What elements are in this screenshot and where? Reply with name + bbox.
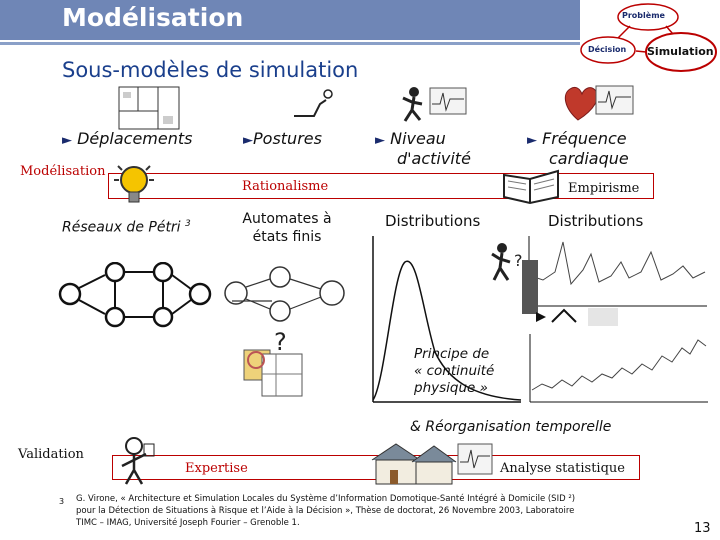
cycle-probleme: Problème bbox=[622, 11, 665, 20]
section-subtitle: Sous-modèles de simulation bbox=[62, 58, 359, 82]
cycle-simulation: Simulation bbox=[647, 45, 714, 58]
category-postures: ►Postures bbox=[243, 129, 322, 148]
expert-icon bbox=[112, 434, 158, 488]
principe-note: Principe de « continuité physique » bbox=[414, 346, 495, 396]
title-bar bbox=[0, 0, 580, 40]
activity-icon bbox=[398, 84, 468, 124]
method-petri: Réseaux de Pétri $^3$ bbox=[62, 219, 191, 236]
footnote: G. Virone, « Architecture et Simulation Locales du Système d’Information Domotique-Santé Intégré à Domicile (SID ²) pour la Détection de Situations à Risque et l’Aide à la Décision », Thèse de doctorat, 26 Novembre 2003, Laboratoire TIMC – IMAG, Université Joseph Fourier – Grenoble 1. bbox=[76, 494, 576, 528]
band-expertise-label: Expertise bbox=[185, 461, 248, 476]
house-icon bbox=[368, 438, 494, 486]
heart-rate-trace-1 bbox=[525, 232, 710, 310]
reorganisation-note: & Réorganisation temporelle bbox=[410, 419, 612, 435]
band-rationalisme-label: Rationalisme bbox=[242, 179, 329, 194]
band-validation-label: Validation bbox=[18, 447, 84, 462]
footnote-ref: 3 bbox=[59, 497, 65, 506]
title-underline bbox=[0, 42, 580, 45]
category-deplacements: ► Déplacements bbox=[62, 129, 193, 148]
method-distributions-1: Distributions bbox=[385, 212, 481, 230]
lightbulb-icon bbox=[112, 160, 158, 212]
heart-rate-trace-2 bbox=[526, 330, 712, 410]
svg-text:?: ? bbox=[514, 251, 523, 270]
petri-net-diagram bbox=[55, 262, 215, 342]
category-niveau: ► Niveau d'activité bbox=[375, 129, 471, 168]
slide-title: Modélisation bbox=[62, 3, 244, 32]
posture-icon bbox=[290, 86, 336, 122]
cycle-decision: Décision bbox=[588, 45, 627, 54]
method-automates: Automates à états finis bbox=[242, 211, 332, 245]
pointer-arrow-icon bbox=[532, 306, 622, 328]
book-icon bbox=[500, 165, 562, 205]
band-modelisation-label: Modélisation bbox=[20, 164, 106, 179]
svg-text:?: ? bbox=[274, 330, 287, 356]
category-frequence: ► Fréquence cardiaque bbox=[527, 129, 629, 168]
band-empirisme-label: Empirisme bbox=[568, 181, 640, 196]
automata-diagram bbox=[222, 265, 357, 325]
page-number: 13 bbox=[694, 521, 711, 536]
band-analyse-label: Analyse statistique bbox=[500, 461, 625, 476]
floorplan-icon bbox=[118, 86, 180, 130]
clipboard-cluster-icon bbox=[236, 330, 306, 398]
heart-icon bbox=[560, 80, 635, 126]
method-distributions-2: Distributions bbox=[548, 212, 644, 230]
